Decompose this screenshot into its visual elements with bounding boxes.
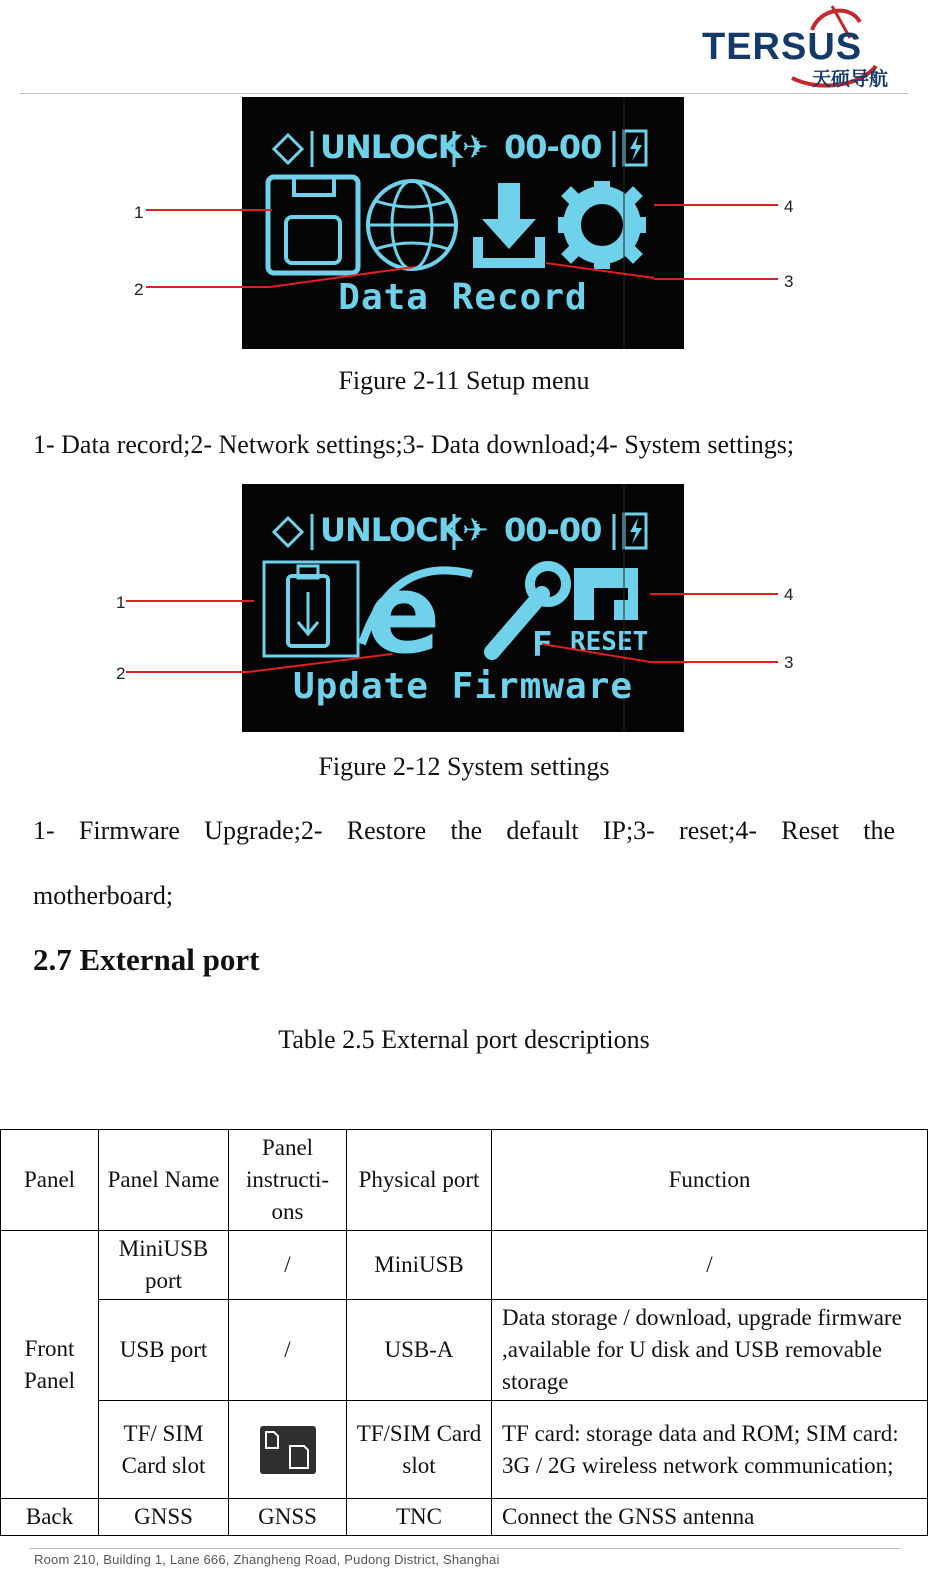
callout-3: 3 bbox=[784, 653, 794, 672]
figure2-description-line2: motherboard; bbox=[33, 881, 174, 910]
satellite-count: 00-00 bbox=[504, 511, 602, 549]
row-function: Data storage / download, upgrade firmware ,available for U disk and USB removable storage bbox=[492, 1300, 928, 1401]
table-row bbox=[1, 1231, 928, 1300]
callout-1: 1 bbox=[116, 593, 126, 612]
lock-status: UNLOCK bbox=[320, 128, 462, 166]
section-heading: 2.7 External port bbox=[33, 942, 260, 977]
figure1-caption: Figure 2-11 Setup menu bbox=[338, 366, 590, 395]
row-physical: TNC bbox=[347, 1499, 492, 1536]
header-function: Function bbox=[492, 1130, 928, 1231]
satellite-icon: ✈ bbox=[462, 128, 488, 166]
header-panel-instructions: Panel instructi-ons bbox=[229, 1130, 347, 1231]
row-instructions bbox=[229, 1401, 347, 1499]
callout-2: 2 bbox=[134, 280, 144, 299]
table-row bbox=[1, 1300, 928, 1401]
row-instructions: / bbox=[229, 1231, 347, 1300]
row-instructions: GNSS bbox=[229, 1499, 347, 1536]
ie-browser-icon: e bbox=[366, 550, 441, 678]
lock-status: UNLOCK bbox=[320, 511, 462, 549]
row-function: / bbox=[492, 1231, 928, 1300]
back-panel-cell: Back bbox=[1, 1499, 99, 1536]
sd-sim-card-icon bbox=[260, 1426, 316, 1474]
footer-address: Room 210, Building 1, Lane 666, Zhangheng Road, Pudong District, Shanghai bbox=[34, 1552, 500, 1567]
front-panel-cell: Front Panel bbox=[1, 1231, 99, 1499]
callout-3: 3 bbox=[784, 272, 794, 291]
satellite-icon: ✈ bbox=[462, 511, 488, 549]
screen-caption: Data Record bbox=[338, 277, 588, 318]
row-name: MiniUSB port bbox=[99, 1231, 229, 1300]
footer-divider bbox=[30, 1548, 900, 1549]
table-row bbox=[1, 1499, 928, 1536]
figure2-callout-lines bbox=[0, 484, 928, 732]
satellite-count: 00-00 bbox=[504, 128, 602, 166]
row-instructions: / bbox=[229, 1300, 347, 1401]
table-caption: Table 2.5 External port descriptions bbox=[278, 1025, 650, 1054]
row-function: TF card: storage data and ROM; SIM card: 3G / 2G wireless network communication; bbox=[492, 1401, 928, 1499]
callout-1: 1 bbox=[134, 203, 144, 222]
table-row bbox=[1, 1401, 928, 1499]
row-physical: MiniUSB bbox=[347, 1231, 492, 1300]
figure2-description-line1: 1- Firmware Upgrade;2- Restore the default IP;3- reset;4- Reset the bbox=[33, 816, 895, 845]
logo-wordmark: TERSUS bbox=[702, 26, 863, 68]
callout-4: 4 bbox=[784, 197, 794, 216]
tersus-logo bbox=[700, 0, 900, 92]
screen-caption: Update Firmware bbox=[292, 666, 634, 707]
row-name: GNSS bbox=[99, 1499, 229, 1536]
header-physical-port: Physical port bbox=[347, 1130, 492, 1231]
callout-4: 4 bbox=[784, 585, 794, 604]
svg-text:RESET: RESET bbox=[570, 627, 649, 657]
table-header-row bbox=[1, 1130, 928, 1231]
row-function: Connect the GNSS antenna bbox=[492, 1499, 928, 1536]
logo-chinese-name: 天硕导航 bbox=[812, 68, 889, 90]
header-panel: Panel bbox=[1, 1130, 99, 1231]
row-name: TF/ SIM Card slot bbox=[99, 1401, 229, 1499]
row-name: USB port bbox=[99, 1300, 229, 1401]
header-divider bbox=[20, 93, 908, 94]
row-physical: TF/SIM Card slot bbox=[347, 1401, 492, 1499]
svg-text:F: F bbox=[532, 625, 553, 665]
figure1-description: 1- Data record;2- Network settings;3- Data download;4- System settings; bbox=[33, 430, 795, 459]
figure1-callout-lines bbox=[0, 97, 928, 349]
external-port-table bbox=[0, 1129, 928, 1536]
header-panel-name: Panel Name bbox=[99, 1130, 229, 1231]
figure2-caption: Figure 2-12 System settings bbox=[318, 752, 610, 781]
row-physical: USB-A bbox=[347, 1300, 492, 1401]
callout-2: 2 bbox=[116, 664, 126, 683]
